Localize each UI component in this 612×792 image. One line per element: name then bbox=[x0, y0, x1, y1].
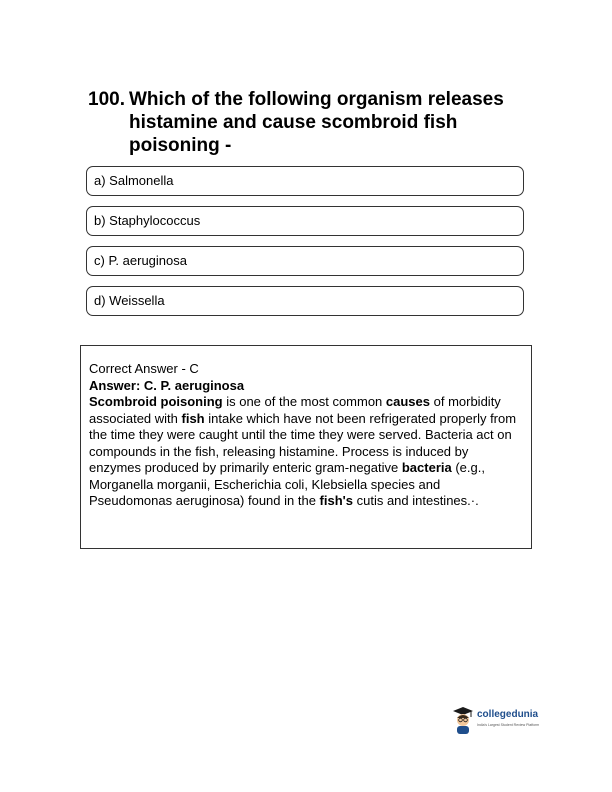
explanation-text: of morbidity associated with bbox=[89, 394, 501, 426]
option-c[interactable]: c) P. aeruginosa bbox=[86, 246, 524, 276]
option-b[interactable]: b) Staphylococcus bbox=[86, 206, 524, 236]
explanation bbox=[89, 394, 523, 510]
option-d[interactable]: d) Weissella bbox=[86, 286, 524, 316]
option-a[interactable]: a) Salmonella bbox=[86, 166, 524, 196]
logo-name: collegedunia bbox=[477, 709, 539, 720]
explanation-text: intake which have not been refrigerated properly from the time they were caught until the time they were served. Bacteria act on compounds in the fish, releasing histamine. Process is induced by enzymes produced by primarily enteric gram-negative bbox=[89, 410, 517, 475]
graduate-mascot-icon bbox=[452, 706, 474, 734]
logo-tagline: India's Largest Student Review Platform bbox=[477, 723, 540, 727]
question-number: 100. bbox=[88, 89, 125, 110]
explanation-term-bacteria: bacteria bbox=[401, 460, 452, 475]
explanation-term-scombroid: Scombroid poisoning bbox=[89, 394, 223, 409]
explanation-text: is one of the most common bbox=[222, 394, 386, 409]
explanation-term-fish: fish bbox=[181, 410, 205, 426]
explanation-term-causes: causes bbox=[385, 394, 430, 409]
answer-box bbox=[80, 345, 532, 549]
answer-line bbox=[89, 378, 523, 395]
explanation-text: (e.g., Morganella morganii, Escherichia coli, Klebsiella species and Pseudomonas aeruginosa) found in the bbox=[89, 460, 485, 508]
answer-line-text: Answer: C. P. aeruginosa bbox=[89, 377, 245, 393]
explanation-term-fishs: fish's bbox=[319, 493, 353, 508]
explanation-text: cutis and intestines.·. bbox=[352, 493, 479, 508]
correct-answer-line: Correct Answer - C bbox=[89, 361, 199, 376]
question-text: Which of the following organism releases histamine and cause scombroid fish poisoning - bbox=[129, 89, 504, 156]
collegedunia-logo bbox=[452, 706, 562, 736]
